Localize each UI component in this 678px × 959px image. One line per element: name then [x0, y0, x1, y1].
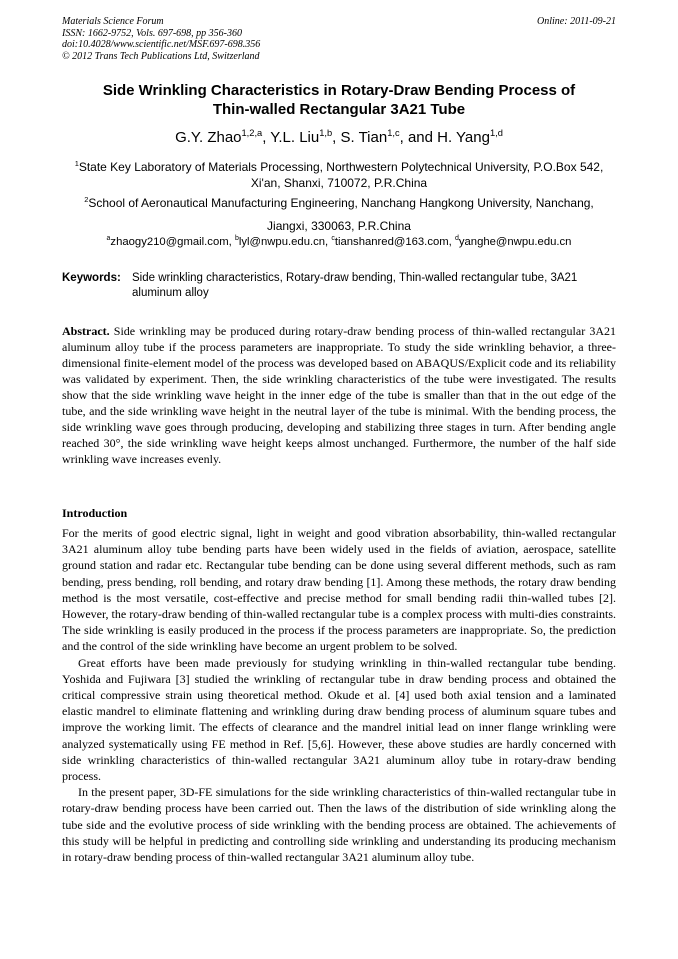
paper-title	[62, 81, 616, 119]
email-separator: ,	[448, 236, 455, 248]
journal-header	[62, 16, 616, 62]
affiliation-marker: 1	[74, 159, 79, 168]
author-list	[62, 129, 616, 147]
abstract-label: Abstract.	[62, 324, 110, 338]
abstract-block	[62, 323, 616, 467]
online-date: Online: 2011-09-21	[537, 16, 616, 27]
author-name: H. Yang	[437, 129, 490, 146]
affiliation-2	[62, 192, 616, 238]
author-name: G.Y. Zhao	[175, 129, 242, 146]
affiliation-text: Jiangxi, 330063, P.R.China	[267, 219, 411, 233]
doi-line: doi:10.4028/www.scientific.net/MSF.697-698.356	[62, 39, 261, 50]
affiliation-text: School of Aeronautical Manufacturing Engineering, Nanchang Hangkong University, Nanchang,	[88, 196, 594, 210]
affiliation-1	[62, 159, 616, 191]
email-marker: d	[454, 235, 459, 243]
email-link[interactable]: tianshanred@163.com	[334, 236, 449, 248]
affiliation-text: State Key Laboratory of Materials Processing, Northwestern Polytechnical University, P.O.Box 542,	[78, 160, 604, 174]
email-marker: b	[234, 235, 239, 243]
issn-line: ISSN: 1662-9752, Vols. 697-698, pp 356-360	[62, 27, 242, 39]
body-paragraph: Great efforts have been made previously for studying wrinkling in thin-walled rectangular tube bending. Yoshida and Fujiwara [3] studied the wrinkling of rectangular tube in draw bending process and obtained the critical compressive strain using theoretical method. Okude et al. [4] used both axial tension and a laminated elastic mandrel to eliminate flattening and wrinkling during draw bending process of aluminum square tubes and improve the working limit. The effects of clearance and the mandrel initial lead on inner flange wrinkling were analyzed systematically using FE method in Ref. [5,6]. However, these above studies are hardly concerned with side wrinkling characteristics of thin-walled rectangular 3A21 aluminum alloy tube in rotary-draw bending process.	[62, 655, 616, 784]
author-separator: , and	[399, 129, 438, 146]
email-marker: c	[331, 235, 335, 243]
keywords-text: Side wrinkling characteristics, Rotary-draw bending, Thin-walled rectangular tube, 3A21 aluminum alloy	[132, 272, 578, 299]
email-link[interactable]: lyl@nwpu.edu.cn	[238, 236, 326, 248]
email-separator: ,	[325, 236, 332, 248]
author-name: S. Tian	[340, 129, 388, 146]
abstract-text: Side wrinkling may be produced during rotary-draw bending process of thin-walled rectangular 3A21 aluminum alloy tube if the process parameters are inappropriate. To study the side wrinkling behavior, a three-dimensional finite-element model of the process was developed based on ABAQUS/Explicit code and its reliability was validated by experiment. Then, the side wrinkling characteristics of the tube were investigated. The results show that the side wrinkling wave height in the inner edge of the tube is smaller than that in the out edge of the tube, and the side wrinkling wave height in the neutral layer of the tube is minimal. With the bending process, the side wrinkling wave goes through producing, developing and stabilizing three stages in turn. After bending angle reached 30°, the side wrinkling wave height keeps almost unchanged. Furthermore, the number of the half side wrinkling wave increases evenly.	[62, 324, 616, 466]
author-separator: ,	[332, 129, 341, 146]
introduction-body	[62, 525, 616, 865]
author-name: Y.L. Liu	[270, 129, 320, 146]
author-affiliation-marker: 1,d	[489, 128, 503, 138]
body-paragraph: For the merits of good electric signal, light in weight and good vibration absorbability, thin-walled rectangular 3A21 aluminum alloy tube bending parts have been widely used in the fields of aviation, aerospace, satellite ground station and radar etc. Rectangular tube bending can be done using several different methods, such as ram bending, press bending, roll bending, and rotary draw bending [1]. Among these methods, the rotary draw bending method is the most versatile, cost-effective and precise method for small bending radii thin-walled tubes [2]. However, the rotary-draw bending of thin-walled rectangular tube is a complex process with multi-dies constraints. The side wrinkling is easily produced in the process if the process parameters are inappropriate. So, the prediction and the control of the side wrinkling have become an urgent problem to be solved.	[62, 526, 616, 654]
author-separator: ,	[262, 129, 271, 146]
email-separator: ,	[228, 236, 235, 248]
body-paragraph: In the present paper, 3D-FE simulations for the side wrinkling characteristics of thin-walled rectangular tube in rotary-draw bending process have been carried out. Then the laws of the distribution of side wrinkling along the tube side and the evolutive process of side wrinkling with the bending process are obtained. The achievements of this study will be helpful in predicting and controlling side wrinkling and understanding its producing mechanism in rotary-draw bending process of thin-walled rectangular 3A21 aluminum alloy tube.	[62, 785, 616, 865]
email-link[interactable]: yanghe@nwpu.edu.cn	[458, 236, 572, 248]
affiliation-marker: 2	[84, 195, 89, 204]
introduction-heading: Introduction	[62, 506, 128, 520]
author-affiliation-marker: 1,b	[319, 128, 333, 138]
email-link[interactable]: zhaogy210@gmail.com	[110, 236, 229, 248]
email-marker: a	[106, 235, 111, 243]
keywords-label: Keywords:	[62, 272, 121, 284]
email-list	[62, 234, 616, 250]
author-affiliation-marker: 1,2,a	[241, 128, 263, 138]
author-affiliation-marker: 1,c	[387, 128, 400, 138]
keywords-block	[62, 271, 616, 301]
journal-name: Materials Science Forum	[62, 16, 164, 27]
copyright-line: © 2012 Trans Tech Publications Ltd, Switzerland	[62, 50, 260, 62]
affiliation-text: Xi'an, Shanxi, 710072, P.R.China	[250, 176, 428, 190]
title-line-2: Thin-walled Rectangular 3A21 Tube	[212, 101, 466, 118]
title-line-1: Side Wrinkling Characteristics in Rotary-Draw Bending Process of	[102, 82, 576, 99]
